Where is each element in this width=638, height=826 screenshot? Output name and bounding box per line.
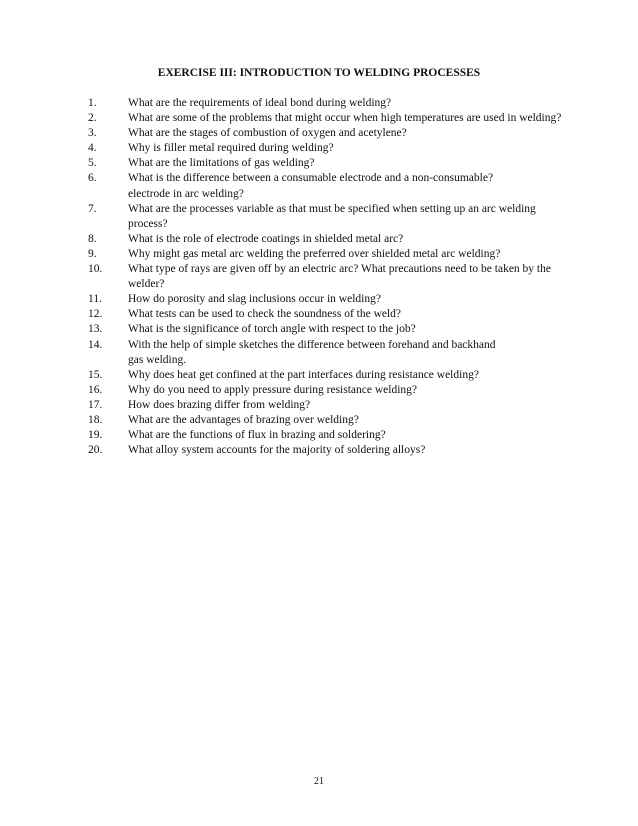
question-text: What type of rays are given off by an electric arc? What precautions need to be taken by the welder? xyxy=(128,263,551,291)
question-number: 19. xyxy=(88,429,103,442)
question-text: What are some of the problems that might occur when high temperatures are used in welding? xyxy=(128,112,562,125)
page-title: EXERCISE III: INTRODUCTION TO WELDING PROCESSES xyxy=(157,67,481,79)
question-item xyxy=(88,232,618,247)
question-item xyxy=(88,96,618,111)
question-number: 3. xyxy=(88,127,97,140)
question-number: 6. xyxy=(88,172,97,185)
question-item xyxy=(88,171,618,201)
question-text: Why do you need to apply pressure during resistance welding? xyxy=(128,383,418,396)
question-item xyxy=(88,307,618,322)
question-number: 9. xyxy=(88,247,97,260)
question-list xyxy=(88,96,618,458)
question-item xyxy=(88,126,618,141)
question-number: 2. xyxy=(88,112,97,125)
question-text: How do porosity and slag inclusions occur in welding? xyxy=(128,293,381,306)
question-item xyxy=(88,443,618,458)
question-number: 15. xyxy=(88,368,103,381)
question-text: What alloy system accounts for the majority of soldering alloys? xyxy=(128,444,426,457)
question-text: What are the processes variable as that must be specified when setting up an arc welding process? xyxy=(128,202,536,230)
question-number: 4. xyxy=(88,142,97,155)
question-item xyxy=(88,383,618,398)
question-text: What are the limitations of gas welding? xyxy=(128,157,315,170)
question-text: What are the stages of combustion of oxygen and acetylene? xyxy=(128,127,407,140)
question-text: What are the advantages of brazing over welding? xyxy=(128,413,359,426)
question-number: 17. xyxy=(88,398,103,411)
question-text: How does brazing differ from welding? xyxy=(128,398,311,411)
question-item xyxy=(88,202,618,232)
question-text: Why is filler metal required during welding? xyxy=(128,142,334,155)
question-item xyxy=(88,247,618,262)
question-number: 7. xyxy=(88,202,97,215)
question-text: With the help of simple sketches the difference between forehand and backhand gas welding. xyxy=(128,338,496,366)
question-text: Why might gas metal arc welding the preferred over shielded metal arc welding? xyxy=(128,247,501,260)
question-number: 11. xyxy=(88,293,102,306)
question-number: 1. xyxy=(88,97,97,109)
question-number: 8. xyxy=(88,232,97,245)
question-number: 12. xyxy=(88,308,103,321)
question-item xyxy=(88,262,618,292)
question-number: 5. xyxy=(88,157,97,170)
question-number: 20. xyxy=(88,444,103,457)
question-text: What is the significance of torch angle with respect to the job? xyxy=(128,323,416,336)
question-text: What are the functions of flux in brazing and soldering? xyxy=(128,429,386,442)
question-text: What tests can be used to check the soundness of the weld? xyxy=(128,308,402,321)
question-item xyxy=(88,111,618,126)
question-item xyxy=(88,156,618,171)
page-number: 21 xyxy=(314,776,324,787)
question-item xyxy=(88,413,618,428)
question-text: Why does heat get confined at the part interfaces during resistance welding? xyxy=(128,368,479,381)
question-text: What is the role of electrode coatings in shielded metal arc? xyxy=(128,232,404,245)
question-number: 16. xyxy=(88,383,103,396)
question-item xyxy=(88,368,618,383)
question-number: 10. xyxy=(88,263,103,276)
question-item xyxy=(88,292,618,307)
question-text: What is the difference between a consumable electrode and a non-consumable? electrode in arc welding? xyxy=(128,172,494,200)
question-item xyxy=(88,141,618,156)
question-item xyxy=(88,428,618,443)
question-number: 13. xyxy=(88,323,103,336)
question-item xyxy=(88,322,618,337)
question-text: What are the requirements of ideal bond during welding? xyxy=(128,97,392,109)
question-item xyxy=(88,338,618,368)
question-number: 14. xyxy=(88,338,103,351)
question-number: 18. xyxy=(88,413,103,426)
question-item xyxy=(88,398,618,413)
